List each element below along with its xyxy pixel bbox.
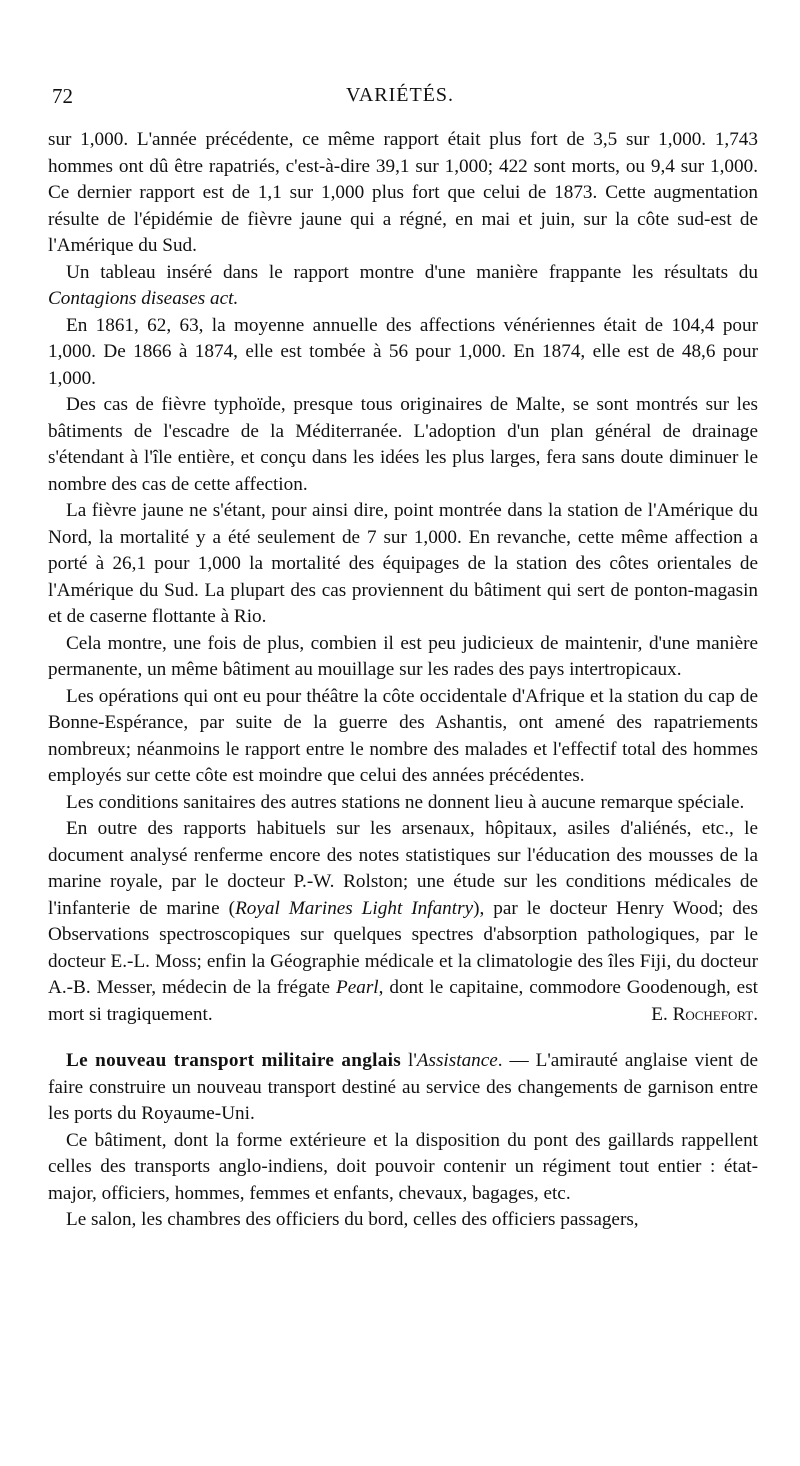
paragraph-text: , dont le capitaine, commodore Goodenough, est mort si tragiquement.: [48, 977, 758, 1025]
paragraph: Cela montre, une fois de plus, combien il est peu judicieux de maintenir, d'une manière permanente, un même bâtiment au mouillage sur les rades des pays intertropicaux.: [48, 632, 758, 680]
paragraph-text: . — L'amirauté anglaise vient de faire construire un nouveau transport destiné au service des changements de garnison entre les ports du Royaume-Uni.: [48, 1050, 758, 1124]
page-body: [48, 127, 758, 1234]
paragraph: [48, 816, 758, 1028]
paragraph: La fièvre jaune ne s'étant, pour ainsi dire, point montrée dans la station de l'Amérique du Nord, la mortalité y a été seulement de 7 sur 1,000. En revanche, cette même affection a porté à 26,1 pour 1,000 la mortalité des équipages de la station des côtes orientales de l'Amérique du Sud. La plupart des cas proviennent du bâtiment qui sert de ponton-magasin et de caserne flottante à Rio.: [48, 500, 758, 627]
author-signature: E. Rochefort.: [651, 1003, 758, 1025]
paragraph: Ce bâtiment, dont la forme extérieure et la disposition du pont des gaillards rappellent celles des transports anglo-indiens, doit pouvoir contenir un régiment tout entier : état-major, officiers, hommes, femmes et enfants, chevaux, bagages, etc.: [48, 1129, 758, 1204]
paragraph: [48, 260, 758, 313]
paragraph-text: ), par le docteur Henry Wood; des Observations spectroscopiques sur quelques spectres d'absorption pathologiques, par le docteur E.-L. Moss; enfin la Géographie médicale et la climatologie des îles Fiji, du docteur A.-B. Messer, médecin de la frégate: [48, 897, 758, 998]
paragraph: Les opérations qui ont eu pour théâtre la côte occidentale d'Afrique et la station du cap de Bonne-Espérance, par suite de la guerre des Ashantis, ont amené des rapatriements nombreux; néanmoins le rapport entre le nombre des malades et l'effectif total des hommes employés sur cette côte est moindre que celui des années précédentes.: [48, 685, 758, 786]
ship-name: Assistance: [416, 1050, 498, 1071]
paragraph: Les conditions sanitaires des autres stations ne donnent lieu à aucune remarque spéciale.: [66, 791, 745, 813]
ship-article: l': [407, 1050, 417, 1071]
paragraph-text: En outre des rapports habituels sur les arsenaux, hôpitaux, asiles d'aliénés, etc., le document analysé renferme encore des notes statistiques sur l'éducation des mousses de la marine royale, par le docteur P.-W. Rolston; une étude sur les conditions médicales de l'infanterie de marine (: [48, 818, 758, 919]
page-header: [40, 84, 760, 114]
running-title: VARIÉTÉS.: [345, 84, 455, 106]
italic-term: Royal Marines Light Infantry: [235, 897, 474, 919]
paragraph: sur 1,000. L'année précédente, ce même rapport était plus fort de 3,5 sur 1,000. 1,743 hommes ont dû être rapatriés, c'est-à-dire 39,1 sur 1,000; 422 sont morts, ou 9,4 sur 1,000. Ce dernier rapport est de 1,1 sur 1,000 plus fort que celui de 1873. Cette augmentation résulte de l'épidémie de fièvre jaune qui a régné, en mai et juin, sur la côte sud-est de l'Amérique du Sud.: [48, 129, 758, 256]
act-title: Contagions diseases act.: [48, 288, 239, 309]
paragraph: En 1861, 62, 63, la moyenne annuelle des affections vénériennes était de 104,4 pour 1,000. De 1866 à 1874, elle est tombée à 56 pour 1,000. En 1874, elle est de 48,6 pour 1,000.: [48, 314, 758, 389]
paragraph-text: Un tableau inséré dans le rapport montre d'une manière frappante les résultats du: [66, 261, 758, 283]
paragraph: [48, 1048, 758, 1128]
article-title: Le nouveau transport militaire anglais: [66, 1050, 402, 1071]
ship-name: Pearl: [335, 977, 379, 998]
section-gap: [48, 1028, 758, 1048]
paragraph: Des cas de fièvre typhoïde, presque tous originaires de Malte, se sont montrés sur les bâtiments de l'escadre de la Méditerranée. L'adoption d'un plan général de drainage s'étendant à l'île entière, et conçu dans les idées les plus larges, fera sans doute diminuer le nombre des cas de cette affection.: [48, 394, 758, 495]
paragraph: Le salon, les chambres des officiers du bord, celles des officiers passagers,: [66, 1209, 639, 1230]
page-number: 72: [52, 84, 73, 108]
